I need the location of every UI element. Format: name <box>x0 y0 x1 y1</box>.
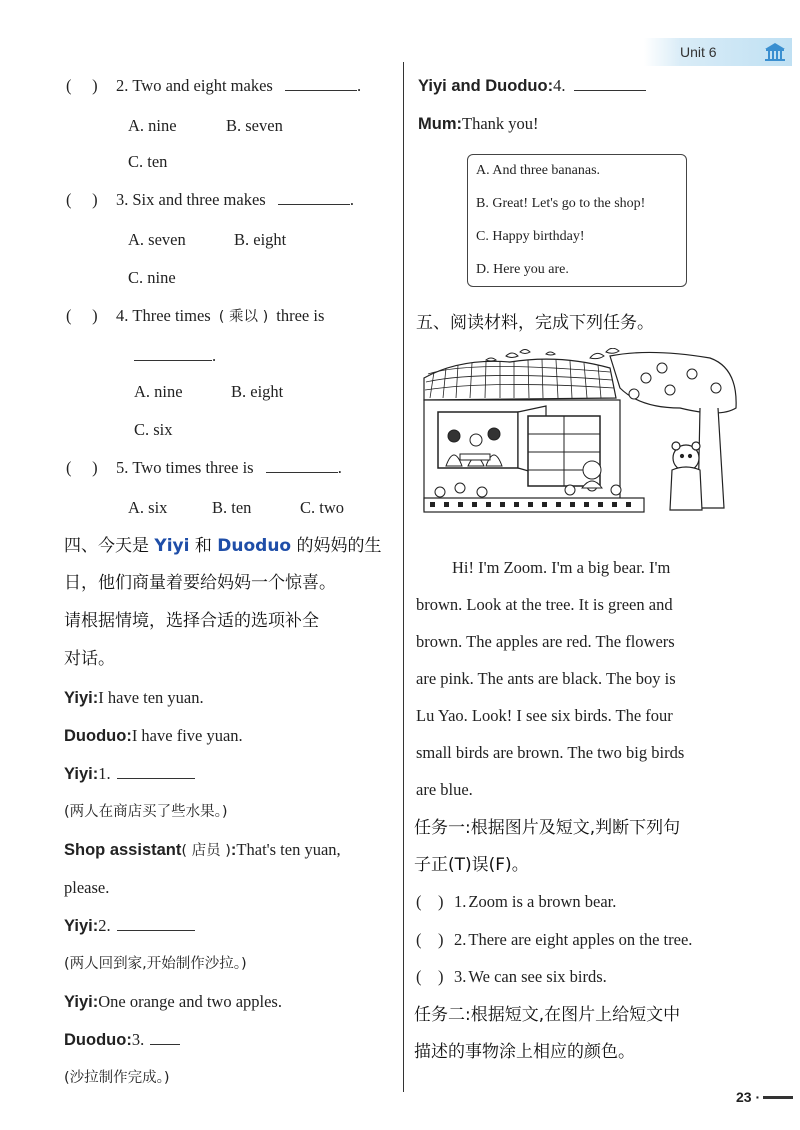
stage-note: (沙拉制作完成。) <box>64 1070 170 1086</box>
passage-line: Hi! I'm Zoom. I'm a big bear. I'm <box>452 558 671 577</box>
options-box <box>467 154 687 287</box>
section4-heading-line1: 四、今天是 Yiyi 和 Duoduo 的妈妈的生 <box>64 536 382 556</box>
answer-blank[interactable] <box>285 76 357 91</box>
stage-note: (两人在商店买了些水果。) <box>64 804 228 820</box>
dialog-line: Mum:Thank you! <box>418 114 539 133</box>
tf-item-2: ( ) 2. There are eight apples on the tree. <box>416 930 693 949</box>
dialog-line: Yiyi:One orange and two apples. <box>64 992 282 1011</box>
q3-option-b: B. eight <box>234 230 287 249</box>
section4-heading-line4: 对话。 <box>64 649 115 669</box>
building-icon <box>764 41 786 63</box>
question-5: ( ) 5. Two times three is . <box>66 458 342 477</box>
passage-line: are pink. The ants are black. The boy is <box>416 669 676 688</box>
dialog-line: Yiyi:1. <box>64 764 195 784</box>
section4-heading-line3: 请根据情境，选择合适的选项补全 <box>64 611 319 631</box>
q3-option-a: A. seven <box>128 230 186 249</box>
section4-heading-line2: 日，他们商量着要给妈妈一个惊喜。 <box>64 573 336 593</box>
q3-option-c: C. nine <box>128 268 176 287</box>
question-4-blank: . <box>134 346 216 366</box>
option-d: D. Here you are. <box>476 262 569 277</box>
dialog-line: Yiyi:I have ten yuan. <box>64 688 204 707</box>
passage-line: are blue. <box>416 780 473 799</box>
answer-blank[interactable] <box>134 346 212 361</box>
task2-line2: 描述的事物涂上相应的颜色。 <box>414 1042 635 1062</box>
task2-line1: 任务二:根据短文,在图片上给短文中 <box>414 1005 681 1025</box>
dialog-blank-4[interactable] <box>574 76 646 91</box>
q5-option-b: B. ten <box>212 498 252 517</box>
page-number: 23 · <box>736 1089 761 1105</box>
question-3: ( ) 3. Six and three makes . <box>66 190 354 209</box>
column-divider <box>403 62 404 1092</box>
q4-option-b: B. eight <box>231 382 284 401</box>
tf-item-1: ( ) 1. Zoom is a brown bear. <box>416 892 617 911</box>
tf-answer-box[interactable]: ( ) <box>416 967 444 986</box>
section5-heading: 五、阅读材料，完成下列任务。 <box>416 313 654 333</box>
dialog-blank-1[interactable] <box>117 764 195 779</box>
question-4: ( ) 4. Three times ( 乘以 ) three is <box>66 306 325 325</box>
dialog-line: Yiyi and Duoduo:4. <box>418 76 646 96</box>
option-b: B. Great! Let's go to the shop! <box>476 196 646 211</box>
option-a: A. And three bananas. <box>476 163 601 178</box>
dialog-line: please. <box>64 878 110 897</box>
passage-line: Lu Yao. Look! I see six birds. The four <box>416 706 673 725</box>
dialog-line: Yiyi:2. <box>64 916 195 936</box>
stage-note: (两人回到家,开始制作沙拉。) <box>64 956 247 972</box>
task1-line2: 子正(T)误(F)。 <box>414 855 529 875</box>
tf-answer-box[interactable]: ( ) <box>416 930 444 949</box>
dialog-blank-2[interactable] <box>117 916 195 931</box>
dialog-line: Duoduo:I have five yuan. <box>64 726 243 745</box>
tf-item-3: ( ) 3. We can see six birds. <box>416 967 607 986</box>
q5-option-c: C. two <box>300 498 345 517</box>
answer-blank[interactable] <box>266 458 338 473</box>
dialog-line: Shop assistant( 店员 ):That's ten yuan, <box>64 840 341 859</box>
q4-option-a: A. nine <box>134 382 183 401</box>
q2-option-a: A. nine <box>128 116 177 135</box>
q5-option-a: A. six <box>128 498 168 517</box>
task1-line1: 任务一:根据图片及短文,判断下列句 <box>414 818 681 838</box>
q2-option-c: C. ten <box>128 152 168 171</box>
passage-line: brown. Look at the tree. It is green and <box>416 595 673 614</box>
passage-line: small birds are brown. The two big birds <box>416 743 685 762</box>
passage-line: brown. The apples are red. The flowers <box>416 632 675 651</box>
question-2: ( ) 2. Two and eight makes . <box>66 76 362 95</box>
unit-label: Unit 6 <box>680 44 717 60</box>
dialog-blank-3[interactable] <box>150 1030 180 1045</box>
answer-blank[interactable] <box>278 190 350 205</box>
unit-tab <box>644 38 792 66</box>
q4-option-c: C. six <box>134 420 173 439</box>
option-c: C. Happy birthday! <box>476 229 585 244</box>
reading-illustration <box>420 348 738 548</box>
page-number-rule <box>763 1096 793 1099</box>
q2-option-b: B. seven <box>226 116 283 135</box>
dialog-line: Duoduo:3. <box>64 1030 180 1050</box>
tf-answer-box[interactable]: ( ) <box>416 892 444 911</box>
